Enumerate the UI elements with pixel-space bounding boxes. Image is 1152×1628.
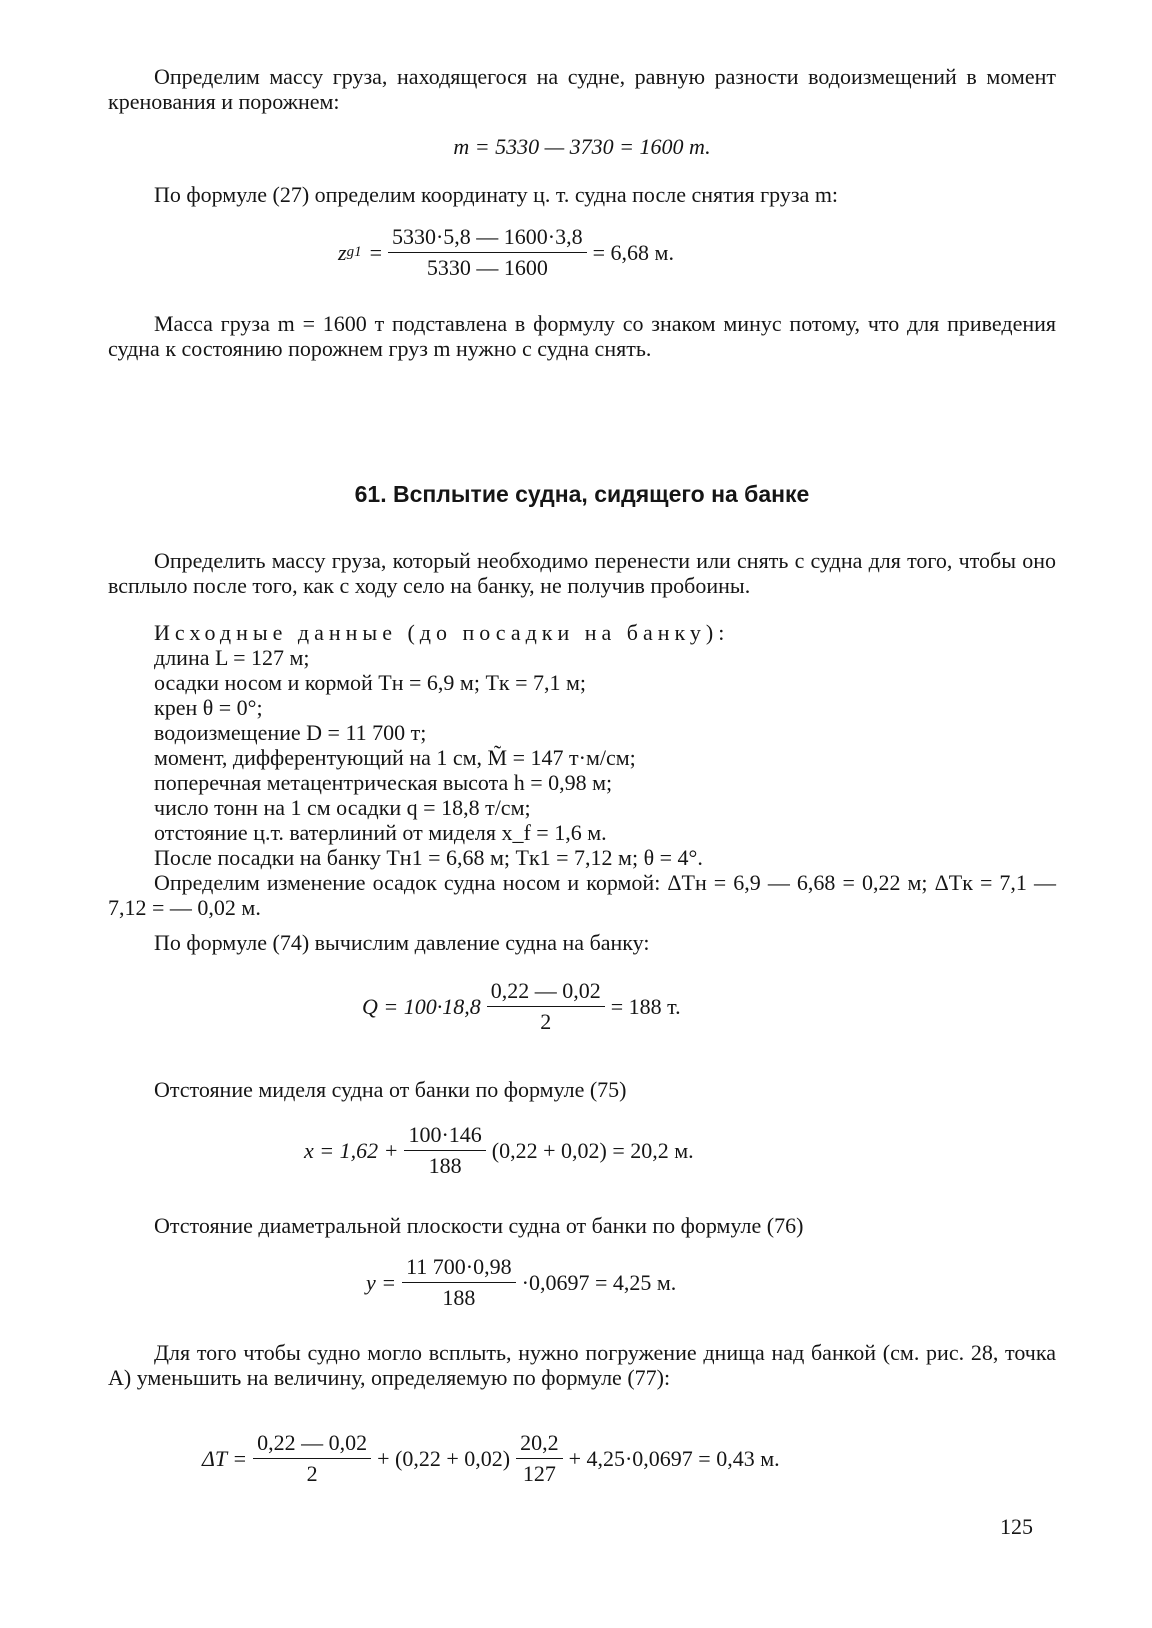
data-line-metacentric-height: поперечная метацентрическая высота h = 0,98 м;	[154, 770, 613, 795]
formula-x-rhs: (0,22 + 0,02) = 20,2 м.	[491, 1137, 694, 1163]
formula-mass	[108, 134, 1056, 159]
data-line-cf-distance: отстояние ц.т. ватерлиний от миделя x_f = 1,6 м.	[154, 820, 607, 845]
formula-q-rhs: = 188 т.	[610, 993, 681, 1019]
section-paragraph-q: По формуле (74) вычислим давление судна на банку:	[154, 930, 650, 955]
formula-mass-text: m = 5330 — 3730 = 1600 т.	[453, 134, 711, 159]
formula-x-denominator: 188	[428, 1153, 462, 1178]
formula-delta-t	[202, 1430, 780, 1487]
formula-q-denominator: 2	[540, 1009, 552, 1034]
formula-zg1	[338, 224, 674, 281]
formula-y-denominator: 188	[442, 1285, 476, 1310]
formula-dt-mid: + (0,22 + 0,02)	[377, 1445, 511, 1471]
page-number: 125	[1000, 1514, 1033, 1539]
formula-dt-lhs: ΔT =	[202, 1445, 248, 1471]
section-paragraph-y: Отстояние диаметральной плоскости судна от банки по формуле (76)	[154, 1213, 804, 1238]
formula-x-fraction	[404, 1122, 485, 1179]
formula-q-numerator: 0,22 — 0,02	[487, 978, 605, 1007]
data-line-header: Исходные данные (до посадки на банку):	[154, 620, 730, 645]
formula-zg1-eq: =	[369, 239, 382, 265]
intro-paragraph-2: По формуле (27) определим координату ц. т. судна после снятия груза m:	[154, 182, 839, 207]
formula-zg1-rhs: = 6,68 м.	[592, 239, 674, 265]
intro-paragraph-3: Масса груза m = 1600 т подставлена в формулу со знаком минус потому, что для приведения судна к состоянию порожнем груз m нужно с судна снять.	[108, 311, 1056, 361]
section-paragraph-x: Отстояние миделя судна от банки по формуле (75)	[154, 1077, 627, 1102]
formula-y-fraction	[402, 1254, 516, 1311]
formula-dt-fraction-1	[253, 1430, 371, 1487]
formula-y-rhs: ·0,0697 = 4,25 м.	[521, 1269, 677, 1295]
formula-dt-denominator-1: 2	[306, 1461, 318, 1486]
data-line-displacement: водоизмещение D = 11 700 т;	[154, 720, 427, 745]
formula-dt-fraction-2	[516, 1430, 563, 1487]
data-line-length: длина L = 127 м;	[154, 645, 310, 670]
data-line-trim-moment: момент, дифферентующий на 1 см, M̃ = 147 т·м/см;	[154, 745, 636, 770]
formula-zg1-lhs-sub: g1	[346, 244, 362, 260]
formula-dt-numerator-2: 20,2	[516, 1430, 563, 1459]
data-line-tons-per-cm: число тонн на 1 см осадки q = 18,8 т/см;	[154, 795, 531, 820]
data-line-after-grounding: После посадки на банку Tн1 = 6,68 м; Tк1 = 7,12 м; θ = 4°.	[154, 845, 703, 870]
formula-zg1-fraction	[388, 224, 587, 281]
formula-zg1-lhs: z	[338, 239, 347, 265]
formula-dt-rhs: + 4,25·0,0697 = 0,43 м.	[568, 1445, 780, 1471]
section-paragraph-final: Для того чтобы судно могло всплыть, нужно погружение днища над банкой (см. рис. 28, точка A) уменьшить на величину, определяемую по формуле (77):	[108, 1340, 1056, 1390]
data-line-heel: крен θ = 0°;	[154, 695, 263, 720]
formula-q-fraction	[487, 978, 605, 1035]
formula-y	[366, 1254, 676, 1311]
formula-dt-numerator-1: 0,22 — 0,02	[253, 1430, 371, 1459]
section-heading: 61. Всплытие судна, сидящего на банке	[354, 481, 810, 507]
section-paragraph-change: Определим изменение осадок судна носом и кормой: ΔTн = 6,9 — 6,68 = 0,22 м; ΔTк = 7,1 — 7,12 = — 0,02 м.	[108, 870, 1056, 920]
formula-zg1-numerator: 5330·5,8 — 1600·3,8	[388, 224, 587, 253]
formula-x-numerator: 100·146	[404, 1122, 485, 1151]
data-line-drafts: осадки носом и кормой Tн = 6,9 м; Tк = 7,1 м;	[154, 670, 587, 695]
section-paragraph-1: Определить массу груза, который необходимо перенести или снять с судна для того, чтобы оно всплыло после того, как с ходу село на банку, не получив пробоины.	[108, 548, 1056, 598]
formula-y-lhs: y =	[366, 1269, 397, 1295]
formula-zg1-denominator: 5330 — 1600	[426, 255, 548, 280]
intro-paragraph-1: Определим массу груза, находящегося на судне, равную разности водоизмещений в момент кренования и порожнем:	[108, 64, 1056, 114]
formula-x-lhs: x = 1,62 +	[304, 1137, 399, 1163]
formula-q-lhs: Q = 100·18,8	[362, 993, 481, 1019]
formula-dt-denominator-2: 127	[522, 1461, 556, 1486]
formula-y-numerator: 11 700·0,98	[402, 1254, 516, 1283]
formula-x	[304, 1122, 694, 1179]
formula-q	[362, 978, 681, 1035]
